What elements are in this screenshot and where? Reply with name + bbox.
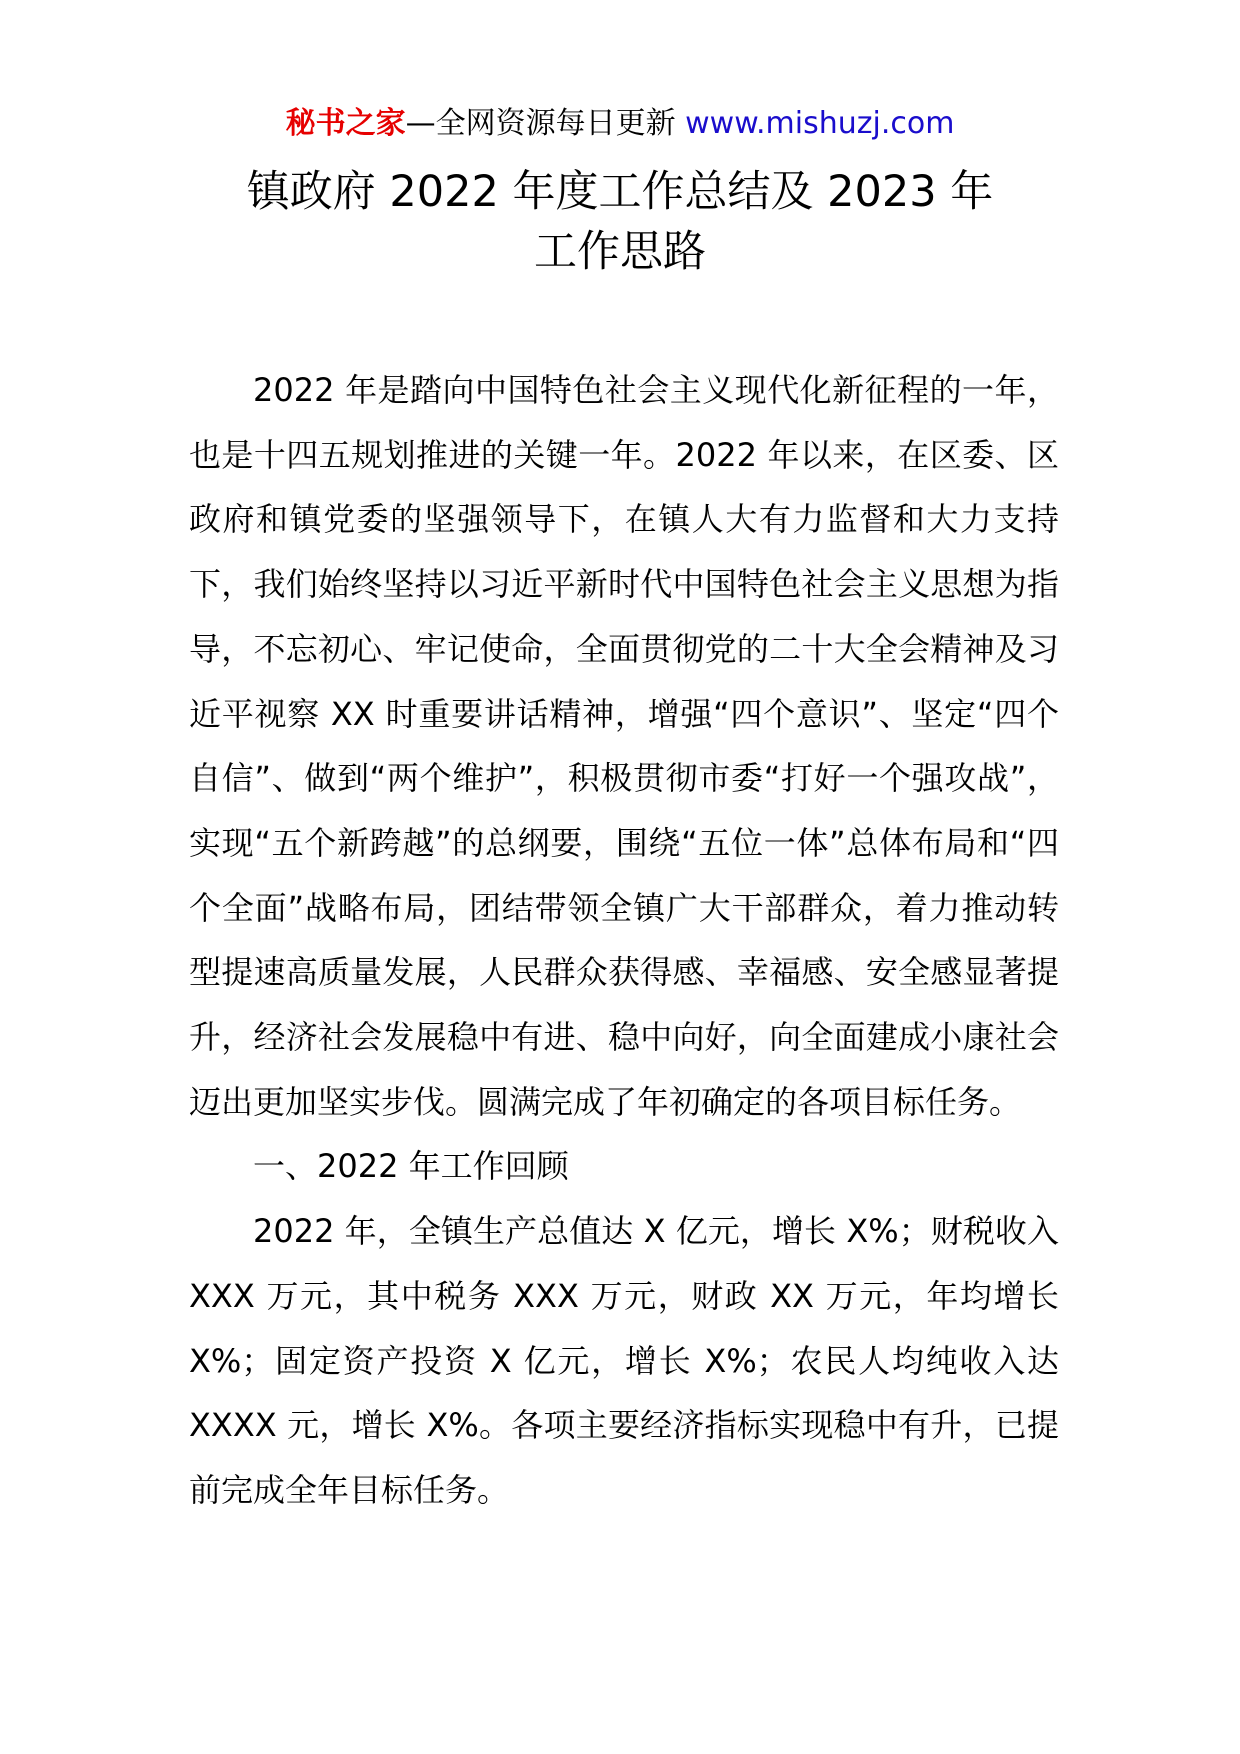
section-paragraph: 2022 年，全镇生产总值达 X 亿元，增长 X%；财税收入 XXX 万元，其中税务 XXX 万元，财政 XX 万元，年均增长 X%；固定资产投资 X 亿元，增长 X%；农民人均纯收入达 XXXX 元，增长 X%。各项主要经济指标实现稳中有升，已提前完成全年目标任务。 xyxy=(189,1212,1059,1509)
brand-name: 秘书之家 xyxy=(285,106,406,141)
title-line-2: 工作思路 xyxy=(534,227,706,277)
document-body xyxy=(189,358,1059,1523)
document-title xyxy=(0,162,1240,282)
site-url-link[interactable]: www.mishuzj.com xyxy=(685,106,955,141)
title-line-1: 镇政府 2022 年度工作总结及 2023 年 xyxy=(246,167,994,217)
site-header xyxy=(0,104,1240,144)
header-tagline: —全网资源每日更新 xyxy=(405,106,676,141)
intro-paragraph: 2022 年是踏向中国特色社会主义现代化新征程的一年，也是十四五规划推进的关键一年。2022 年以来，在区委、区政府和镇党委的坚强领导下，在镇人大有力监督和大力支持下，我们始终坚持以习近平新时代中国特色社会主义思想为指导，不忘初心、牢记使命，全面贯彻党的二十大全会精神及习近平视察 XX 时重要讲话精神，增强“四个意识”、坚定“四个自信”、做到“两个维护”，积极贯彻市委“打好一个强攻战”，实现“五个新跨越”的总纲要，围绕“五位一体”总体布局和“四个全面”战略布局，团结带领全镇广大干部群众，着力推动转型提速高质量发展，人民群众获得感、幸福感、安全感显著提升，经济社会发展稳中有进、稳中向好，向全面建成小康社会迈出更加坚实步伐。圆满完成了年初确定的各项目标任务。 xyxy=(189,371,1059,1121)
section-heading: 一、2022 年工作回顾 xyxy=(253,1147,569,1186)
